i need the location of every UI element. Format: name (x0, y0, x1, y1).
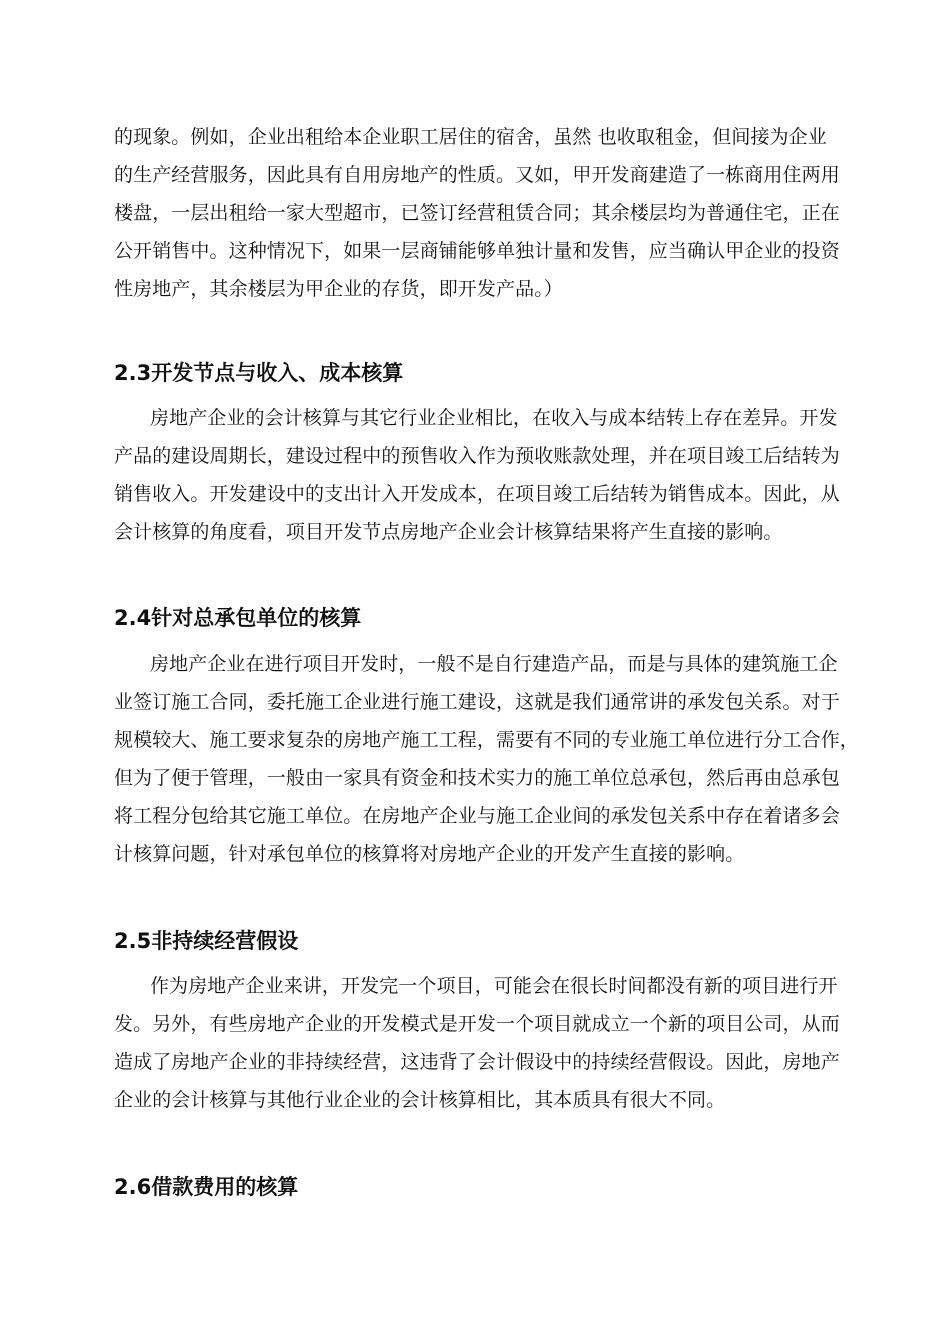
paragraph-line: 的生产经营服务，因此具有自用房地产的性质。又如，甲开发商建造了一栋商用住两用 (114, 164, 840, 186)
paragraph-line: 产品的建设周期长，建设过程中的预售收入作为预收账款处理，并在项目竣工后结转为 (114, 445, 840, 467)
paragraph-line: 发。另外，有些房地产企业的开发模式是开发一个项目就成立一个新的项目公司，从而 (114, 1013, 840, 1035)
section-heading-2-3: 2.3开发节点与收入、成本核算 (114, 361, 404, 385)
paragraph-line: 楼盘，一层出租给一家大型超市，已签订经营租赁合同；其余楼层均为普通住宅，正在 (114, 202, 840, 224)
paragraph-line: 房地产企业在进行项目开发时，一般不是自行建造产品，而是与具体的建筑施工企 (150, 653, 838, 675)
section-heading-2-6: 2.6借款费用的核算 (114, 1175, 299, 1199)
paragraph-line: 性房地产，其余楼层为甲企业的存货，即开发产品。） (114, 278, 563, 300)
paragraph-line: 造成了房地产企业的非持续经营，这违背了会计假设中的持续经营假设。因此，房地产 (114, 1051, 840, 1073)
section-heading-2-4: 2.4针对总承包单位的核算 (114, 606, 362, 630)
paragraph-line: 将工程分包给其它施工单位。在房地产企业与施工企业间的承发包关系中存在着诸多会 (114, 805, 840, 827)
paragraph-line: 计核算问题，针对承包单位的核算将对房地产企业的开发产生直接的影响。 (114, 843, 745, 865)
paragraph-line: 公开销售中。这种情况下，如果一层商铺能够单独计量和发售，应当确认甲企业的投资 (114, 240, 840, 262)
section-heading-2-5: 2.5非持续经营假设 (114, 929, 299, 953)
paragraph-line: 会计核算的角度看，项目开发节点房地产企业会计核算结果将产生直接的影响。 (114, 521, 783, 543)
paragraph-line: 的现象。例如，企业出租给本企业职工居住的宿舍，虽然 也收取租金，但间接为企业 (114, 126, 827, 148)
paragraph-line: 作为房地产企业来讲，开发完一个项目，可能会在很长时间都没有新的项目进行开 (150, 975, 838, 997)
paragraph-line: 但为了便于管理，一般由一家具有资金和技术实力的施工单位总承包，然后再由总承包 (114, 767, 840, 789)
paragraph-line: 房地产企业的会计核算与其它行业企业相比，在收入与成本结转上存在差异。开发 (150, 407, 838, 429)
paragraph-line: 销售收入。开发建设中的支出计入开发成本，在项目竣工后结转为销售成本。因此，从 (114, 483, 840, 505)
paragraph-line: 企业的会计核算与其他行业企业的会计核算相比，其本质具有很大不同。 (114, 1089, 726, 1111)
paragraph-line: 规模较大、施工要求复杂的房地产施工工程，需要有不同的专业施工单位进行分工合作， (114, 729, 859, 751)
paragraph-line: 业签订施工合同，委托施工企业进行施工建设，这就是我们通常讲的承发包关系。对于 (114, 691, 840, 713)
